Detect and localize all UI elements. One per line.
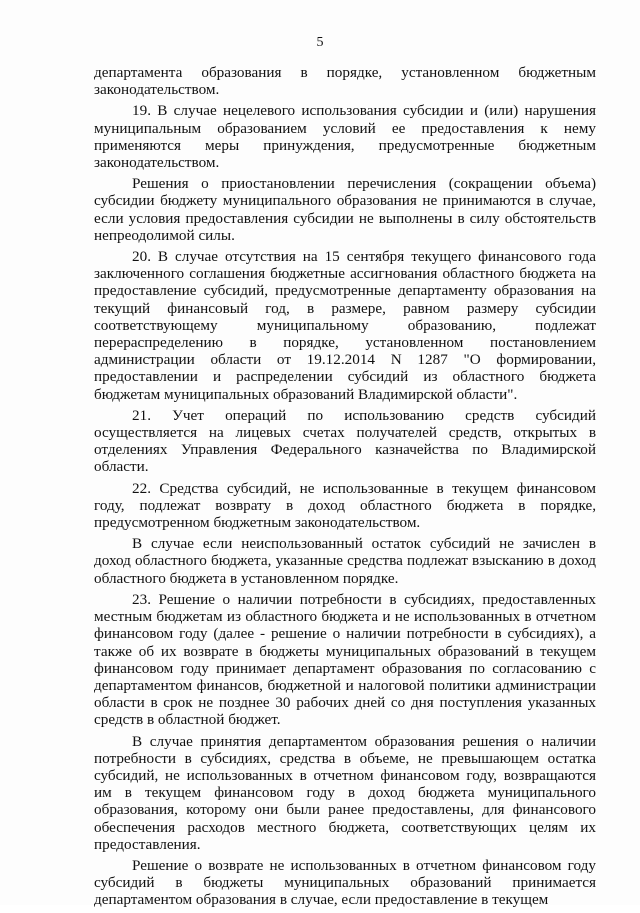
- paragraph-clause-19: 19. В случае нецелевого использования субсидии и (или) нарушения муниципальным образованием условий ее предоставления к нему применяются меры принуждения, предусмотренные бюджетным законодательством.: [94, 102, 596, 172]
- paragraph-need-decision: В случае принятия департаментом образования решения о наличии потребности в субсидиях, средства в объеме, не превышающем остатка субсидий, не использованных в отчетном финансовом году, возвращаются им в текущем финансовом году в доход бюджета муниципального образования, которому они были ранее предоставлены, для финансового обеспечения расходов местного бюджета, соответствующих целям их предоставления.: [94, 732, 596, 853]
- paragraph-unspent-balance: В случае если неиспользованный остаток субсидий не зачислен в доход областного бюджета, указанные средства подлежат взысканию в доход областного бюджета в установленном порядке.: [94, 535, 596, 587]
- page-number: 5: [316, 35, 324, 50]
- paragraph-clause-23: 23. Решение о наличии потребности в субсидиях, предоставленных местным бюджетам из областного бюджета и не использованных в отчетном финансовом году (далее - решение о наличии потребности в субсидиях), а также об их возврате в бюджеты муниципальных образований в текущем финансовом году принимает департамент образования по согласованию с департаментом финансов, бюджетной и налоговой политики администрации области в срок не позднее 30 рабочих дней со дня поступления указанных средств в областной бюджет.: [94, 590, 596, 729]
- paragraph-return-decision: Решение о возврате не использованных в отчетном финансовом году субсидий в бюджеты муниципальных образований принимается департаментом образования в случае, если предоставление в текущем: [94, 856, 596, 909]
- paragraph-clause-21: 21. Учет операций по использованию средств субсидий осуществляется на лицевых счетах получателей средств, открытых в отделениях Управления Федерального казначейства по Владимирской области.: [94, 406, 596, 476]
- paragraph-suspension-decision: Решения о приостановлении перечисления (сокращении объема) субсидии бюджету муниципального образования не принимаются в случае, если условия предоставления субсидии не выполнены в силу обстоятельств непреодолимой силы.: [94, 175, 596, 244]
- paragraph-clause-22: 22. Средства субсидий, не использованные в текущем финансовом году, подлежат возврату в доход областного бюджета в порядке, предусмотренном бюджетным законодательством.: [94, 479, 596, 532]
- paragraph-clause-20: 20. В случае отсутствия на 15 сентября текущего финансового года заключенного соглашения бюджетные ассигнования областного бюджета на предоставление субсидий, предусмотренные департаменту образования на текущий финансовый год, в размере, равном размеру субсидии соответствующему муниципальному образованию, подлежат перераспределению в порядке, установленном постановлением администрации области от 19.12.2014 N 1287 "О формировании, предоставлении и распределении субсидий из областного бюджета бюджетам муниципальных образований Владимирской области".: [94, 248, 596, 403]
- paragraph-continuation: департамента образования в порядке, установленном бюджетным законодательством.: [94, 64, 596, 99]
- document-body: [94, 64, 596, 913]
